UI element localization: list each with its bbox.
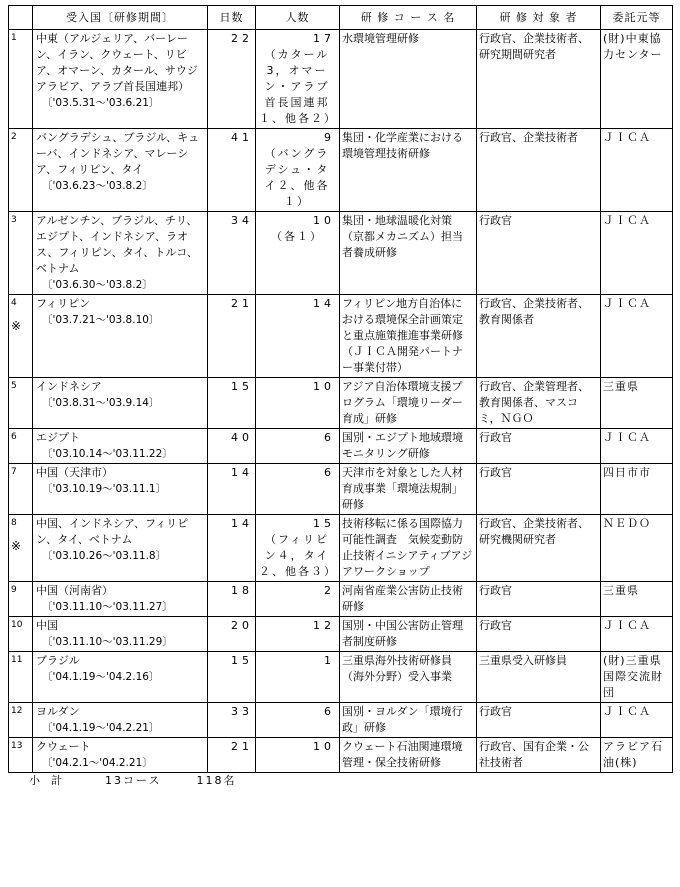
org-cell: [601, 129, 673, 212]
country-cell: [33, 738, 208, 773]
row-number: 4: [11, 298, 17, 308]
org-cell: [601, 738, 673, 773]
target-participants: 行政官: [479, 619, 512, 632]
training-period: 〔'03.11.10～'03.11.29〕: [42, 636, 173, 648]
days-cell: [208, 464, 256, 515]
people-cell: [256, 212, 340, 295]
header-row: [9, 6, 673, 30]
table-row: [9, 464, 673, 515]
org-cell: [601, 652, 673, 703]
course-name: 三重県海外技術研修員（海外分野）受入事業: [342, 654, 452, 683]
country-name: 中国（河南省）: [36, 584, 113, 597]
row-number-cell: [9, 30, 33, 129]
country-cell: [33, 429, 208, 464]
org-cell: [601, 515, 673, 582]
total-courses: 13コース: [105, 774, 162, 787]
people-cell: [256, 464, 340, 515]
course-cell: [340, 703, 477, 738]
table-body: [9, 30, 673, 773]
row-number-cell: [9, 212, 33, 295]
target-cell: [477, 582, 601, 617]
target-participants: 行政官: [479, 214, 512, 227]
people-count: 2: [324, 584, 335, 597]
course-cell: [340, 30, 477, 129]
course-name: クウェート石油関連環境管理・保全技術研修: [342, 740, 463, 769]
target-cell: [477, 703, 601, 738]
course-name: 国別・中国公害防止管理者制度研修: [342, 619, 463, 648]
days-value: 34: [231, 214, 253, 227]
row-number: 12: [11, 706, 23, 716]
row-number: 2: [11, 132, 17, 142]
country-name: ヨルダン: [36, 705, 80, 718]
people-count: 10: [313, 740, 335, 753]
target-cell: [477, 212, 601, 295]
days-cell: [208, 129, 256, 212]
people-count: 10: [313, 380, 335, 393]
table-row: [9, 429, 673, 464]
target-participants: 行政官: [479, 705, 512, 718]
country-name: 中国、インドネシア、フィリピン、タイ、ベトナム: [36, 517, 189, 546]
people-cell: [256, 30, 340, 129]
target-participants: 行政官: [479, 431, 512, 444]
table-row: [9, 515, 673, 582]
org-cell: [601, 617, 673, 652]
country-cell: [33, 515, 208, 582]
row-number: 1: [11, 33, 17, 43]
target-cell: [477, 738, 601, 773]
commissioning-org: 四日市市: [603, 466, 651, 479]
row-number: 13: [11, 741, 23, 751]
org-cell: [601, 30, 673, 129]
days-cell: [208, 582, 256, 617]
training-period: 〔'03.8.31～'03.9.14〕: [42, 397, 160, 409]
table-row: [9, 212, 673, 295]
target-participants: 行政官、国有企業・公社技術者: [479, 740, 589, 769]
people-cell: [256, 429, 340, 464]
course-name: 集団・化学産業における環境管理技術研修: [342, 131, 463, 160]
target-cell: [477, 617, 601, 652]
target-participants: 行政官、企業技術者、研究期間研究者: [479, 32, 589, 61]
row-number: 8: [11, 518, 17, 528]
people-cell: [256, 617, 340, 652]
table-row: [9, 378, 673, 429]
commissioning-org: アラビア石油(株): [603, 740, 663, 769]
org-cell: [601, 582, 673, 617]
row-number-cell: [9, 617, 33, 652]
row-number: 5: [11, 381, 17, 391]
country-cell: [33, 129, 208, 212]
country-cell: [33, 617, 208, 652]
days-cell: [208, 429, 256, 464]
commissioning-org: ＪＩＣＡ: [603, 214, 651, 227]
country-cell: [33, 464, 208, 515]
target-cell: [477, 129, 601, 212]
commissioning-org: ＪＩＣＡ: [603, 431, 651, 444]
target-cell: [477, 429, 601, 464]
country-cell: [33, 652, 208, 703]
course-cell: [340, 429, 477, 464]
course-cell: [340, 652, 477, 703]
country-name: ブラジル: [36, 654, 80, 667]
training-period: 〔'04.1.19～'04.2.16〕: [42, 671, 160, 683]
course-name: 技術移転に係る国際協力可能性調査 気候変動防止技術イニシアティブアジアワークショップ: [342, 517, 473, 578]
training-period: 〔'04.2.1～'04.2.21〕: [42, 757, 153, 769]
row-number: 6: [11, 432, 17, 442]
training-period: 〔'04.1.19～'04.2.21〕: [42, 722, 160, 734]
country-name: 中国: [36, 619, 58, 632]
table-row: [9, 30, 673, 129]
people-cell: [256, 378, 340, 429]
commissioning-org: ＮＥＤＯ: [603, 517, 651, 530]
header-no: [9, 6, 33, 30]
row-number: 3: [11, 215, 17, 225]
training-table-sheet: [8, 5, 672, 790]
table-row: [9, 582, 673, 617]
course-name: 国別・ヨルダン「環境行政」研修: [342, 705, 463, 734]
people-count: 9: [324, 131, 335, 144]
target-cell: [477, 464, 601, 515]
course-name: 河南省産業公害防止技術研修: [342, 584, 463, 613]
total-people: 118名: [196, 774, 237, 787]
training-period: 〔'03.10.26～'03.11.8〕: [42, 550, 167, 562]
row-number-cell: [9, 703, 33, 738]
days-cell: [208, 30, 256, 129]
days-value: 40: [231, 431, 253, 444]
table-row: [9, 652, 673, 703]
course-cell: [340, 582, 477, 617]
people-count: 1: [324, 654, 335, 667]
course-cell: [340, 738, 477, 773]
training-period: 〔'03.6.30～'03.8.2〕: [42, 279, 153, 291]
training-period: 〔'03.5.31～'03.6.21〕: [42, 97, 160, 109]
days-value: 14: [231, 466, 253, 479]
days-cell: [208, 703, 256, 738]
course-cell: [340, 378, 477, 429]
people-count: 14: [313, 297, 335, 310]
days-value: 33: [231, 705, 253, 718]
target-cell: [477, 295, 601, 378]
people-count: 6: [324, 705, 335, 718]
country-name: フィリピン: [36, 297, 91, 310]
header-country: 受入国〔研修期間〕: [33, 6, 208, 30]
org-cell: [601, 464, 673, 515]
org-cell: [601, 295, 673, 378]
total-cell: [9, 773, 673, 791]
org-cell: [601, 429, 673, 464]
people-count: 6: [324, 431, 335, 444]
total-label: 小 計: [29, 774, 62, 787]
org-cell: [601, 212, 673, 295]
target-participants: 行政官、企業技術者: [479, 131, 578, 144]
training-period: 〔'03.11.10～'03.11.27〕: [42, 601, 173, 613]
people-cell: [256, 703, 340, 738]
country-cell: [33, 295, 208, 378]
days-value: 15: [231, 654, 253, 667]
table-row: [9, 738, 673, 773]
target-cell: [477, 515, 601, 582]
days-cell: [208, 617, 256, 652]
country-name: インドネシア: [36, 380, 102, 393]
row-number: 7: [11, 467, 17, 477]
days-cell: [208, 212, 256, 295]
row-number: 11: [11, 655, 23, 665]
commissioning-org: ＪＩＣＡ: [603, 619, 651, 632]
course-name: フィリピン地方自治体における環境保全計画策定と重点施策推進事業研修（ＪＩＣＡ開発パートナー事業付帯）: [342, 297, 463, 374]
course-name: アジア自治体環境支援プログラム「環境リーダー育成」研修: [342, 380, 463, 425]
target-participants: 行政官、企業技術者、教育関係者: [479, 297, 589, 326]
people-count: 6: [324, 466, 335, 479]
row-number-cell: [9, 582, 33, 617]
course-name: 天津市を対象とした人材育成事業「環境法規制」研修: [342, 466, 463, 511]
people-breakdown: （各１）: [271, 230, 323, 243]
header-target: 研 修 対 象 者: [477, 6, 601, 30]
days-value: 14: [231, 517, 253, 530]
country-name: クウェート: [36, 740, 91, 753]
course-cell: [340, 515, 477, 582]
org-cell: [601, 703, 673, 738]
target-participants: 行政官、企業管理者、教育関係者、マスコミ，ＮＧＯ: [479, 380, 589, 425]
header-days: 日数: [208, 6, 256, 30]
row-number-cell: [9, 515, 33, 582]
table-row: [9, 617, 673, 652]
country-cell: [33, 378, 208, 429]
note-mark: ※: [11, 319, 22, 333]
days-cell: [208, 738, 256, 773]
course-name: 集団・地球温暖化対策（京都メカニズム）担当者養成研修: [342, 214, 463, 259]
people-breakdown: （バングラデシュ・タイ２、他各１）: [264, 147, 330, 208]
days-value: 20: [231, 619, 253, 632]
people-count: 17: [313, 32, 335, 45]
org-cell: [601, 378, 673, 429]
days-value: 18: [231, 584, 253, 597]
country-cell: [33, 30, 208, 129]
target-participants: 行政官: [479, 584, 512, 597]
course-cell: [340, 617, 477, 652]
people-cell: [256, 652, 340, 703]
commissioning-org: ＪＩＣＡ: [603, 705, 651, 718]
commissioning-org: 三重県: [603, 380, 639, 393]
row-number: 10: [11, 620, 23, 630]
country-cell: [33, 582, 208, 617]
course-cell: [340, 129, 477, 212]
people-count: 12: [313, 619, 335, 632]
country-name: 中国（天津市）: [36, 466, 113, 479]
course-name: 水環境管理研修: [342, 32, 419, 45]
row-number-cell: [9, 429, 33, 464]
training-period: 〔'03.6.23～'03.8.2〕: [42, 180, 153, 192]
people-breakdown: （カタール3，オマーン・アラブ首長国連邦１、他各２）: [259, 48, 337, 125]
days-value: 15: [231, 380, 253, 393]
country-name: エジプト: [36, 431, 80, 444]
total-row: [9, 773, 673, 791]
people-cell: [256, 738, 340, 773]
note-mark: ※: [11, 539, 22, 553]
table-row: [9, 295, 673, 378]
days-value: 21: [231, 740, 253, 753]
people-cell: [256, 582, 340, 617]
training-period: 〔'03.10.19～'03.11.1〕: [42, 483, 167, 495]
days-cell: [208, 515, 256, 582]
people-count: 10: [313, 214, 335, 227]
people-count: 15: [313, 517, 335, 530]
country-name: 中東（アルジェリア、バーレーン、イラン、クウェート、リビア、オマーン、カタール、サウジアラビア、アラブ首長国連邦）: [36, 32, 198, 93]
target-cell: [477, 652, 601, 703]
commissioning-org: (財)三重県国際交流財団: [603, 654, 663, 699]
training-table: [8, 5, 673, 790]
row-number-cell: [9, 738, 33, 773]
days-value: 41: [231, 131, 253, 144]
target-participants: 三重県受入研修員: [479, 654, 567, 667]
country-name: アルゼンチン、ブラジル、チリ、エジプト、インドネシア、ラオス、フィリピン、タイ、トルコ、ベトナム: [36, 214, 198, 275]
commissioning-org: (財)中東協力センター: [603, 32, 663, 61]
training-period: 〔'03.7.21～'03.8.10〕: [42, 314, 160, 326]
row-number: 9: [11, 585, 17, 595]
people-breakdown: （フィリピン４，タイ２、他各３）: [259, 533, 337, 578]
country-name: バングラデシュ、ブラジル、キューバ、インドネシア、マレーシア、フィリピン、タイ: [36, 131, 200, 176]
target-participants: 行政官、企業技術者、研究機関研究者: [479, 517, 589, 546]
row-number-cell: [9, 295, 33, 378]
people-cell: [256, 295, 340, 378]
target-cell: [477, 30, 601, 129]
header-course: 研 修 コ ー ス 名: [340, 6, 477, 30]
row-number-cell: [9, 378, 33, 429]
people-cell: [256, 515, 340, 582]
target-participants: 行政官: [479, 466, 512, 479]
table-row: [9, 129, 673, 212]
header-org: 委託元等: [601, 6, 673, 30]
course-cell: [340, 212, 477, 295]
target-cell: [477, 378, 601, 429]
days-cell: [208, 652, 256, 703]
row-number-cell: [9, 129, 33, 212]
days-value: 21: [231, 297, 253, 310]
header-people: 人数: [256, 6, 340, 30]
people-cell: [256, 129, 340, 212]
country-cell: [33, 703, 208, 738]
days-value: 22: [231, 32, 253, 45]
row-number-cell: [9, 652, 33, 703]
table-row: [9, 703, 673, 738]
commissioning-org: 三重県: [603, 584, 639, 597]
course-cell: [340, 464, 477, 515]
commissioning-org: ＪＩＣＡ: [603, 297, 651, 310]
row-number-cell: [9, 464, 33, 515]
country-cell: [33, 212, 208, 295]
course-name: 国別・エジプト地域環境モニタリング研修: [342, 431, 463, 460]
course-cell: [340, 295, 477, 378]
training-period: 〔'03.10.14～'03.11.22〕: [42, 448, 173, 460]
commissioning-org: ＪＩＣＡ: [603, 131, 651, 144]
days-cell: [208, 378, 256, 429]
days-cell: [208, 295, 256, 378]
